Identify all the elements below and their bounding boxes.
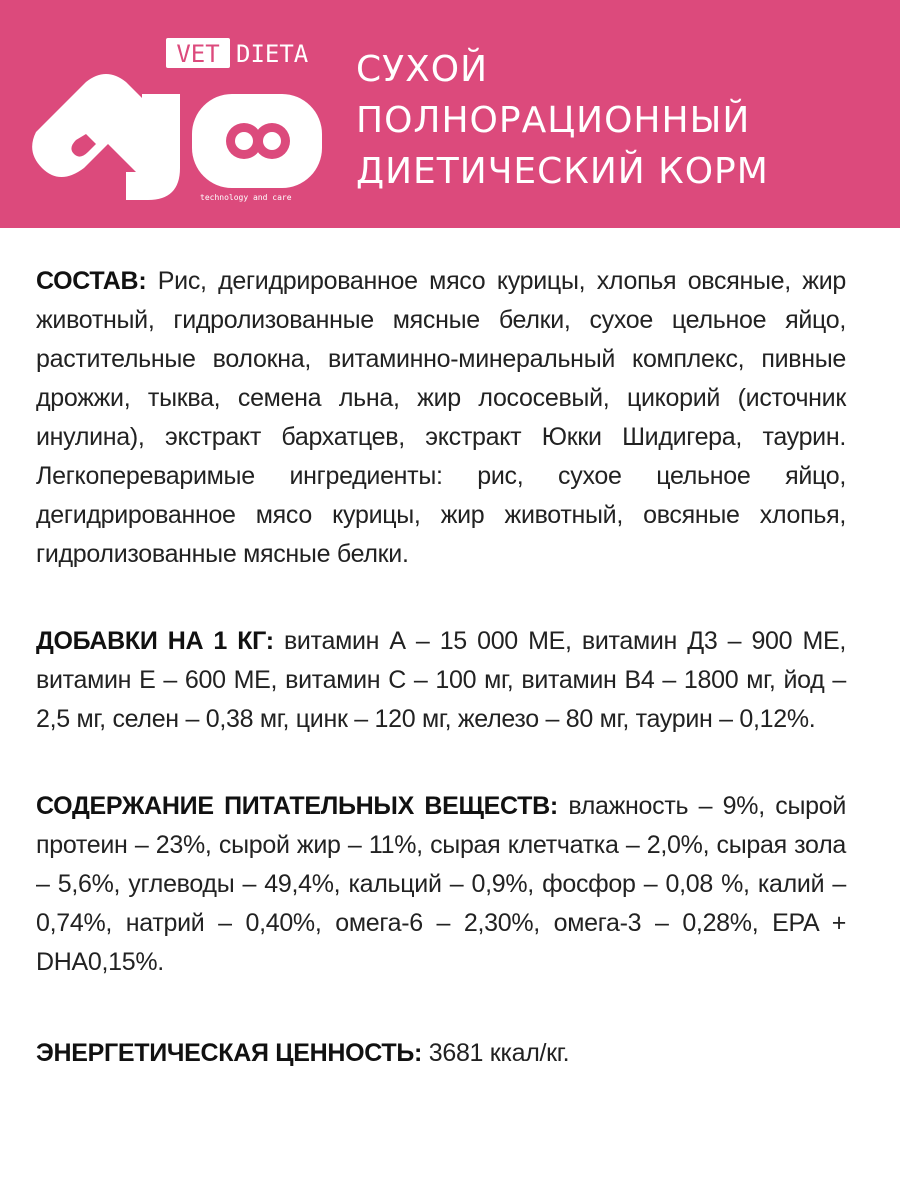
slogan-line-2: ПОЛНОРАЦИОННЫЙ [356,100,751,141]
composition-section [36,262,846,574]
composition-label: СОСТАВ: [36,267,147,295]
nutrients-label: СОДЕРЖАНИЕ ПИТАТЕЛЬНЫХ ВЕЩЕСТВ: [36,792,558,820]
header-banner [0,0,900,228]
product-info [36,262,846,1073]
composition-text: Рис, дегидрированное мясо курицы, хлопья овсяные, жир животный, гидролизованные мясные белки, сухое цельное яйцо, растительные волокна, витаминно-минеральный комплекс, пивные дрожжи, тыква, семена льна, жир лососевый, цикорий (источник инулина), экстракт бархатцев, экстракт Юкки Шидигера, таурин. Легкопереваримые ингредиенты: рис, сухое цельное яйцо, дегидрированное мясо курицы, жир животный, овсяные хлопья, гидролизованные мясные белки. [36,267,846,568]
nutrients-text: влажность – 9%, сырой протеин – 23%, сырой жир – 11%, сырая клетчатка – 2,0%, сырая зола – 5,6%, углеводы – 49,4%, кальций – 0,9%, фосфор – 0,08 %, калий – 0,74%, натрий – 0,40%, омега-6 – 2,30%, омега-3 – 0,28%, EPA + DHA0,15%. [36,792,846,976]
energy-section [36,1034,846,1073]
vet-label: VET [176,40,220,68]
logo-tagline: technology and care [200,193,292,202]
additives-section [36,622,846,739]
ajo-vet-dieta-logo [30,36,330,206]
additives-label: ДОБАВКИ НА 1 КГ: [36,627,274,655]
dieta-label: DIETA [236,40,309,68]
energy-label: ЭНЕРГЕТИЧЕСКАЯ ЦЕННОСТЬ: [36,1039,423,1067]
ajo-wordmark [32,74,322,200]
slogan-line-1: СУХОЙ [356,49,489,90]
additives-text: витамин А – 15 000 МЕ, витамин Д3 – 900 МЕ, витамин Е – 600 МЕ, витамин С – 100 мг, витамин В4 – 1800 мг, йод – 2,5 мг, селен – 0,38 мг, цинк – 120 мг, железо – 80 мг, таурин – 0,12%. [36,627,847,733]
slogan-line-3: ДИЕТИЧЕСКИЙ КОРМ [356,151,769,192]
product-slogan [356,44,769,197]
energy-text: 3681 ккал/кг. [422,1039,570,1067]
nutrients-section [36,787,846,982]
